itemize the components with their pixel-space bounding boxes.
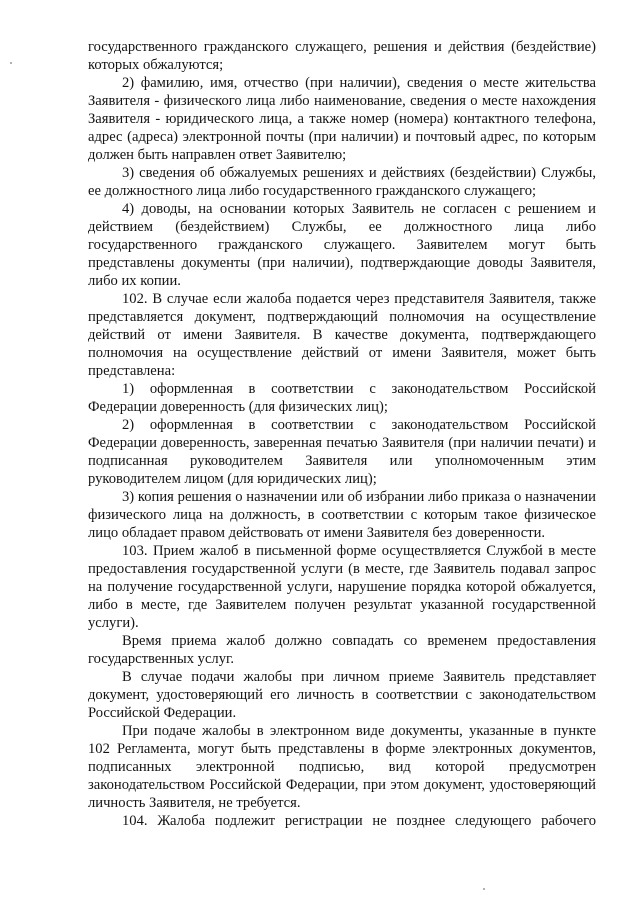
paragraph-electronic-submission: При подаче жалобы в электронном виде документы, указанные в пункте 102 Регламента, могут быть представлены в форме электронных документов, подписанных электронной подписью, вид которой предусмотрен законодательством Российской Федерации, при этом документ, удостоверяющий личность Заявителя, не требуется. bbox=[88, 723, 596, 811]
scan-speck bbox=[10, 62, 12, 64]
paragraph-104-registration: 104. Жалоба подлежит регистрации не позднее следующего рабочего bbox=[122, 813, 596, 829]
scan-speck bbox=[483, 888, 485, 890]
paragraph-102-item-3: 3) копия решения о назначении или об избрании либо приказа о назначении физического лица на должность, в соответствии с которым такое физическое лицо обладает правом действовать от имени Заявителя без доверенности. bbox=[88, 489, 596, 541]
paragraph-item-2-applicant-details: 2) фамилию, имя, отчество (при наличии), сведения о месте жительства Заявителя - физического лица либо наименование, сведения о месте нахождения Заявителя - юридического лица, а также номер (номера) контактного телефона, адрес (адреса) электронной почты (при наличии) и почтовый адрес, по которым должен быть направлен ответ Заявителю; bbox=[88, 75, 596, 163]
paragraph-103-written-complaints: 103. Прием жалоб в письменной форме осуществляется Службой в месте предоставления государственной услуги (в месте, где Заявитель подавал запрос на получение государственной услуги, нарушение порядка которой обжалуется, либо в месте, где Заявителем получен результат указанной государственной услуги). bbox=[88, 543, 596, 631]
paragraph-continuation: государственного гражданского служащего, решения и действия (бездействие) которых обжалуются; bbox=[88, 39, 596, 73]
document-page bbox=[88, 38, 596, 830]
paragraph-102-representative: 102. В случае если жалоба подается через представителя Заявителя, также представляется документ, подтверждающий полномочия на осуществление действий от имени Заявителя. В качестве документа, подтверждающего полномочия на осуществление действий от имени Заявителя, может быть представлена: bbox=[88, 291, 596, 379]
paragraph-102-item-1: 1) оформленная в соответствии с законодательством Российской Федерации доверенность (для физических лиц); bbox=[88, 381, 596, 415]
paragraph-item-4-arguments: 4) доводы, на основании которых Заявитель не согласен с решением и действием (бездействием) Службы, ее должностного лица либо государственного гражданского служащего. Заявителем могут быть представлены документы (при наличии), подтверждающие доводы Заявителя, либо их копии. bbox=[88, 201, 596, 289]
paragraph-item-3-appealed-decisions: 3) сведения об обжалуемых решениях и действиях (бездействии) Службы, ее должностного лица либо государственного гражданского служащего; bbox=[88, 165, 596, 199]
paragraph-102-item-2: 2) оформленная в соответствии с законодательством Российской Федерации доверенность, заверенная печатью Заявителя (при наличии печати) и подписанная руководителем Заявителя или уполномоченным этим руководителем лицом (для юридических лиц); bbox=[88, 417, 596, 487]
paragraph-reception-time: Время приема жалоб должно совпадать со временем предоставления государственных услуг. bbox=[88, 633, 596, 667]
paragraph-personal-reception: В случае подачи жалобы при личном приеме Заявитель представляет документ, удостоверяющий его личность в соответствии с законодательством Российской Федерации. bbox=[88, 669, 596, 721]
